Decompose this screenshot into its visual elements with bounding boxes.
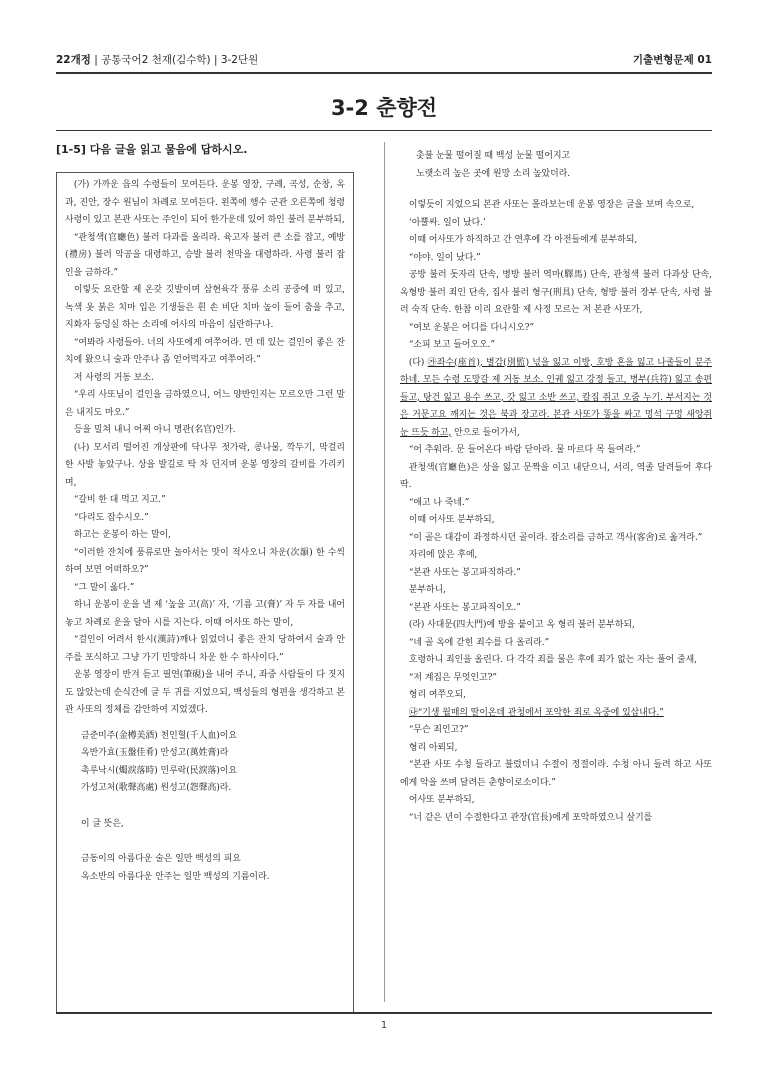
paragraph: “갈비 한 대 먹고 지고.” <box>73 495 166 505</box>
right-poem <box>400 148 712 183</box>
header-course: | 공통국어2 천재(김수학) | 3-2단원 <box>90 54 259 66</box>
paragraph: “소피 보고 들어오오.” <box>408 340 496 350</box>
passage-box <box>56 172 354 1014</box>
question-instruction: [1-5] 다음 글을 읽고 물음에 답하시오. <box>56 143 248 156</box>
paragraph: “무슨 죄인고?” <box>408 725 469 735</box>
paragraph: “다리도 잡수시오.” <box>73 512 149 523</box>
header-curriculum: 22개정 <box>56 54 91 66</box>
paragraph: 이렇듯 요란할 제 온갖 깃발이며 삼현육각 풍류 소리 공중에 떠 있고, 녹색 옷 붉은 치마 입은 기생들은 흰 손 비단 치마 높이 들어 춤을 추고, 지화자 둥덩실 하는 소리에 어사의 마음이 심란하구나. <box>65 285 345 330</box>
poem-line: 가성고처(歌聲高處) 원성고(怨聲高)라. <box>81 783 232 793</box>
right-paragraphs-3 <box>400 722 712 827</box>
right-column <box>400 148 712 827</box>
paragraph: 공방 불러 돗자리 단속, 병방 불러 역마(驛馬) 단속, 관청색 불러 다과상 단속, 옥형방 불러 죄인 단속, 집사 불러 형구(刑具) 단속, 형방 불러 장부 단속, 사령 불러 숙직 단속. 한참 이리 요란할 제 사정 모르는 저 본관 사또가, <box>400 270 712 315</box>
paragraph: “이 골은 대감이 좌정하시던 골이라. 잡소리를 금하고 객사(客舍)로 옮겨라.” <box>408 532 703 543</box>
paragraph: 등을 밀쳐 내니 어찌 아니 명관(名官)인가. <box>73 425 236 435</box>
paragraph: “그 말이 옳다.” <box>73 582 135 593</box>
paragraph: “우리 사또님이 걸인을 금하였으니, 어느 양반인지는 모르오만 그런 말은 내지도 마오.” <box>65 390 345 418</box>
column-divider <box>384 142 385 1002</box>
paragraph: “본관 사또 수청 들라고 불렀더니 수절이 정절이라. 수청 아니 들려 하고 사또에게 악을 쓰며 달려든 춘향이로소이다.” <box>400 760 712 788</box>
header-right: 기출변형문제 01 <box>632 54 712 66</box>
paragraph: 하니 운봉이 운을 낼 제 ‘높을 고(高)’ 자, ‘기름 고(膏)’ 자 두 자를 내어놓고 차례로 운을 달아 시를 지는다. 이때 어사또 하는 말이, <box>65 600 345 628</box>
paragraph: “관청색(官廳色) 불러 다과를 올리라. 육고자 불러 큰 소를 잡고, 예방(禮房) 불러 악공을 대령하고, 승발 불러 천막을 대령하라. 사령 불러 잡인을 금하라.” <box>65 232 345 278</box>
paragraph: 하고는 운봉이 하는 말이, <box>73 530 171 540</box>
poem-line: 노랫소리 높은 곳에 원망 소리 높았더라. <box>416 168 571 179</box>
da-suffix: 안으로 들어가서, <box>451 427 520 438</box>
paragraph: (나) 모서리 떨어진 개상판에 닥나무 젓가락, 콩나물, 깍두기, 막걸리 한 사발 놓았구나. 상을 발길로 탁 차 던지며 운봉 영장의 갈비를 가리키며, <box>65 442 345 488</box>
paragraph-na <box>400 705 712 723</box>
left-column <box>56 142 372 1014</box>
paragraph: 호령하니 죄인을 올린다. 다 각각 죄를 물은 후에 죄가 없는 자는 풀어 줄새, <box>408 655 698 665</box>
paragraph: “저 계집은 무엇인고?” <box>408 672 497 683</box>
paragraph: “본관 사또는 봉고파직이오.” <box>408 602 521 613</box>
translation-line: 금동이의 아름다운 술은 일만 백성의 피요 <box>81 854 241 864</box>
paragraph: (가) 가까운 읍의 수령들이 모여든다. 운봉 영장, 구례, 곡성, 순창, 옥과, 진안, 장수 원님이 차례로 모여든다. 왼쪽에 행수 군관 오른쪽에 청령 사령이 있고 본관 사또는 주인이 되어 한가운데 있어 하인 불러 분부하되, <box>65 180 345 225</box>
paragraph: “여봐라 사령들아. 너의 사또에게 여쭈어라. 먼 데 있는 걸인이 좋은 잔치에 왔으니 술과 안주나 좀 얻어먹자고 여쭈어라.” <box>65 337 345 365</box>
paragraph: “애고 나 죽네.” <box>408 497 470 508</box>
paragraph: 저 사령의 거동 보소. <box>73 372 154 383</box>
paragraph: “너 같은 년이 수절한다고 관장(官長)에게 포악하였으니 살기를 <box>408 812 653 823</box>
da-underlined-passage: ㉮좌수(座首), 별감(別監) 넋을 잃고 이방, 호방 혼을 잃고 나졸들이 분주하네. 모든 수령 도망갈 제 거동 보소. 인궤 잃고 강정 들고, 병부(兵符) 잃고 송편 들고, 탕건 잃고 용수 쓰고, 갓 잃고 소반 쓰고, 칼집 쥐고 오줌 누기. 부서지는 것은 거문고요 깨지는 것은 북과 장고라. 본관 사또가 똥을 싸고 멍석 구멍 새앙쥐 눈 뜨듯 하고, <box>400 357 712 438</box>
translation-line: 옥소반의 아름다운 안주는 일만 백성의 기름이라. <box>81 871 270 882</box>
left-paragraphs <box>65 177 345 720</box>
paragraph: 형리 아뢰되, <box>408 742 458 753</box>
paragraph: (라) 사대문(四大門)에 방을 붙이고 옥 형리 불러 분부하되, <box>408 620 635 630</box>
header-rule <box>56 72 712 74</box>
paragraph: “여보 운봉은 어디를 다니시오?” <box>408 322 535 333</box>
na-underlined-passage: ㉯“기생 월매의 딸이온데 관청에서 포악한 죄로 옥중에 있삽내다.” <box>408 707 664 718</box>
da-prefix: (다) <box>408 357 428 368</box>
paragraph: “네 골 옥에 갇힌 죄수를 다 올리라.” <box>408 637 550 648</box>
poem-line: 옥반가효(玉盤佳肴) 만성고(萬姓膏)라 <box>81 748 229 758</box>
poem-intro: 이 글 뜻은, <box>81 818 124 829</box>
chinese-poem <box>65 728 345 798</box>
paragraph: 분부하니, <box>408 585 447 595</box>
paragraph: 운봉 영장이 반겨 듣고 필연(筆硯)을 내어 주니, 좌중 사람들이 다 짓지도 않았는데 순식간에 글 두 귀를 지었으되, 백성들의 형편을 생각하고 본관 사또의 정체를 감안하여 지었겠다. <box>65 670 345 715</box>
paragraph: “어 추워라. 문 들어온다 바람 닫아라. 물 마르다 목 들여라.” <box>408 445 641 455</box>
paragraph: 이때 어사또 분부하되, <box>408 515 495 525</box>
page-title: 3-2 춘향전 <box>330 96 438 120</box>
paragraph: “이러한 잔치에 풍류로만 놀아서는 맛이 적사오니 차운(次韻) 한 수씩 하여 보면 어떠하오?” <box>65 547 345 575</box>
right-paragraphs-1 <box>400 197 712 355</box>
paragraph: 자리에 앉은 후에, <box>408 550 478 560</box>
translation-block <box>65 851 345 886</box>
right-paragraphs-2 <box>400 442 712 705</box>
title-rule <box>56 130 712 131</box>
poem-line: 촉루낙시(燭淚落時) 민루락(民淚落)이요 <box>81 765 237 776</box>
poem-line: 금준미주(金樽美酒) 천인혈(千人血)이요 <box>81 730 237 741</box>
paragraph: “야야. 일이 났다.” <box>408 252 481 263</box>
header-left <box>56 52 258 67</box>
page-number: 1 <box>380 1020 388 1031</box>
paragraph: ‘아뿔싸. 일이 났다.’ <box>408 217 486 228</box>
paragraph: 이렇듯이 지었으되 본관 사또는 몰라보는데 운봉 영장은 글을 보며 속으로, <box>408 200 695 210</box>
paragraph: “걸인이 어려서 한시(漢詩)깨나 읽었더니 좋은 잔치 당하여서 술과 안주를 포식하고 그냥 가기 민망하니 차운 한 수 하사이다.” <box>65 635 345 663</box>
footer-rule <box>56 1012 712 1014</box>
poem-line: 촛불 눈물 떨어질 때 백성 눈물 떨어지고 <box>416 151 571 161</box>
poem-intro-block <box>65 816 345 834</box>
paragraph: 형리 여쭈오되, <box>408 690 466 700</box>
paragraph: “본관 사또는 봉고파직하라.” <box>408 567 521 578</box>
page-header <box>56 52 712 68</box>
paragraph: 이때 어사또가 하직하고 간 연후에 각 아전들에게 분부하되, <box>408 235 638 245</box>
paragraph: 어사또 분부하되, <box>408 795 475 805</box>
paragraph-da <box>400 355 712 443</box>
paragraph: 관청색(官廳色)은 상을 잃고 문짝을 이고 내닫으니, 서리, 역졸 달려들어 후다딱. <box>400 462 712 490</box>
